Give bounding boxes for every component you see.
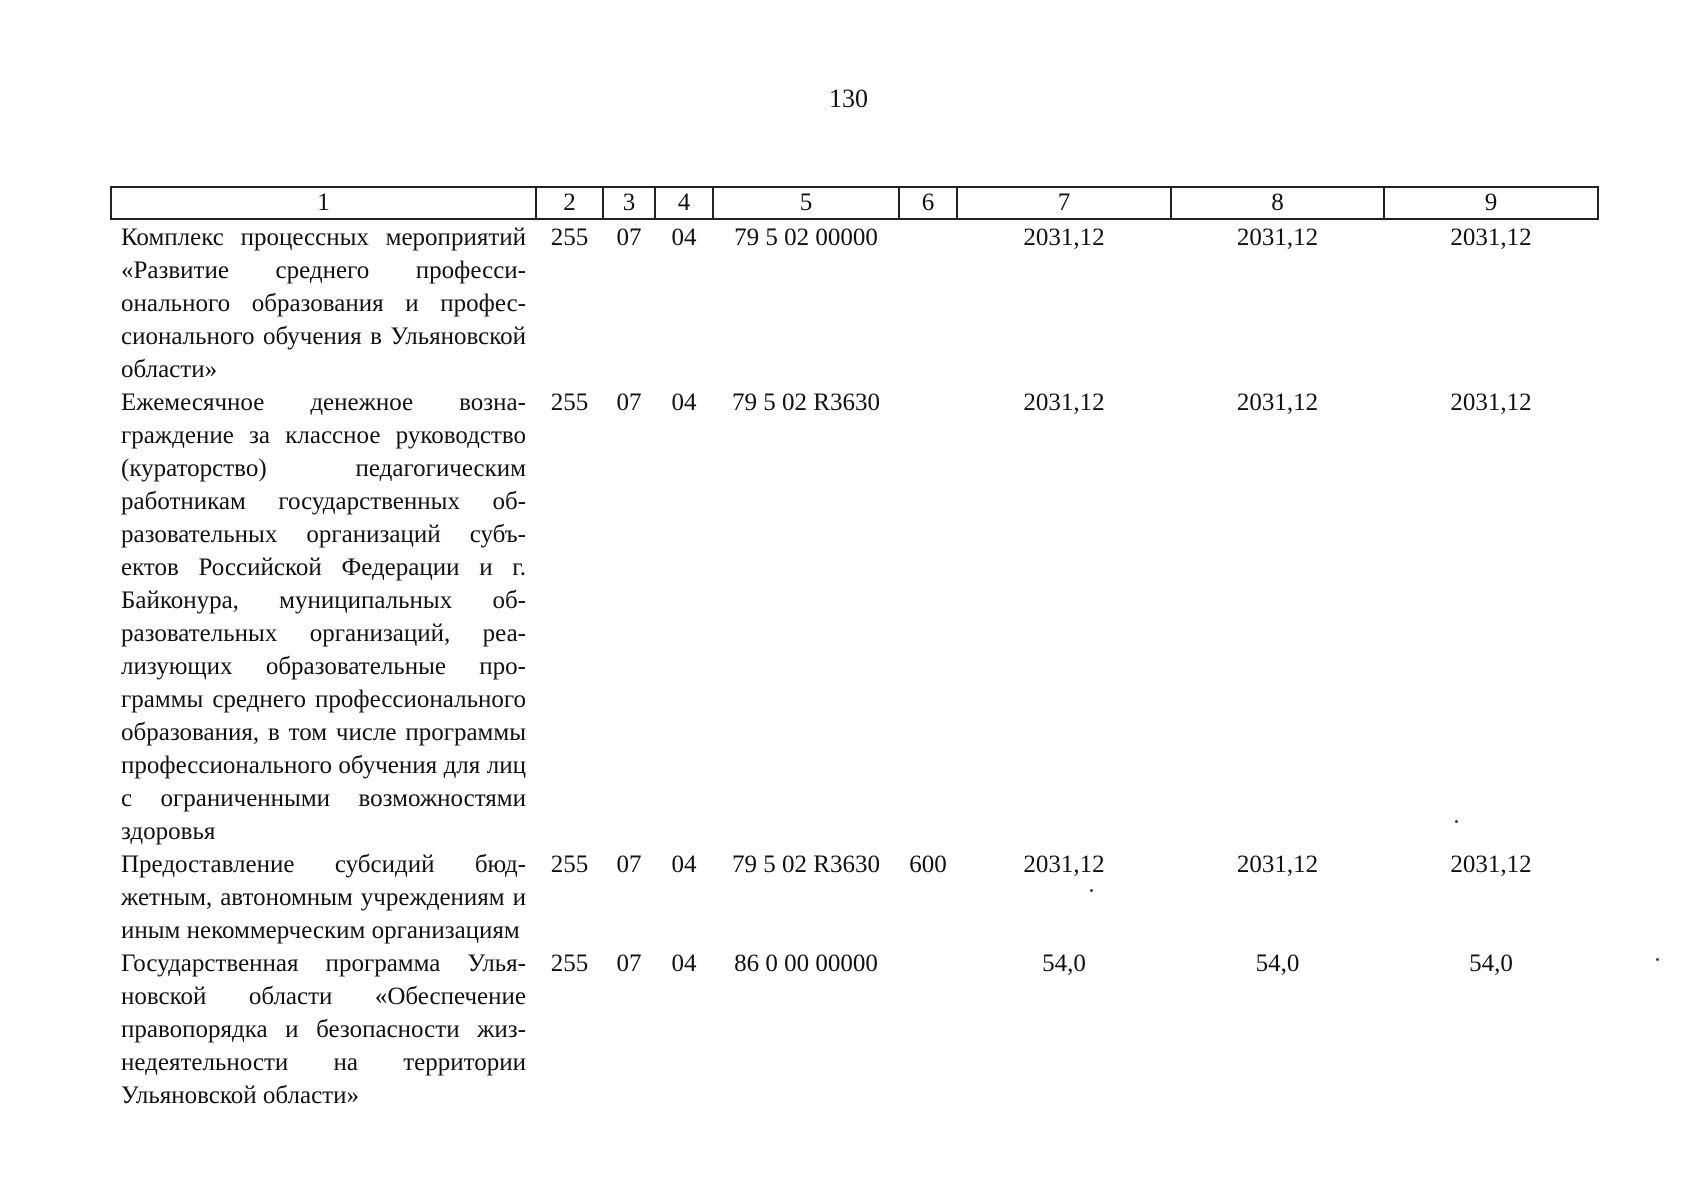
table-row: [111, 947, 1598, 1112]
cell-subsection-code: 04: [671, 851, 697, 878]
budget-table: [110, 186, 1599, 1112]
column-header-5: 5: [713, 187, 899, 219]
column-header-8: 8: [1171, 187, 1384, 219]
cell-subsection-code: 04: [671, 389, 697, 416]
cell-amount-col8: 2031,12: [1236, 389, 1319, 416]
cell-expense-type: [899, 219, 957, 386]
cell-amount-col9: 2031,12: [1450, 851, 1532, 878]
table-row: [111, 219, 1598, 386]
table-row: [111, 386, 1598, 848]
cell-target-article: 86 0 00 00000: [734, 950, 878, 977]
cell-ministry-code: 255: [550, 389, 589, 416]
cell-ministry-code: 255: [550, 950, 589, 977]
scan-speck: [1656, 958, 1659, 961]
column-header-4: 4: [655, 187, 713, 219]
cell-expense-type: [899, 947, 957, 1112]
cell-expense-type: [899, 386, 957, 848]
cell-amount-col9: 2031,12: [1450, 389, 1532, 416]
table-row: [111, 848, 1598, 947]
cell-amount-col9: 2031,12: [1450, 224, 1532, 251]
cell-amount-col8: 54,0: [1255, 950, 1300, 977]
cell-ministry-code: 255: [550, 224, 589, 251]
scan-speck: [1455, 820, 1458, 823]
cell-section-code: 07: [616, 851, 642, 878]
column-header-9: 9: [1384, 187, 1598, 219]
row-name: Предоставление субсидий бюджетным, автономным учреждениям и иным некоммерческим организациям: [121, 851, 526, 944]
cell-amount-col8: 2031,12: [1236, 851, 1319, 878]
column-header-1: 1: [111, 187, 536, 219]
cell-target-article: 79 5 02 R3630: [732, 851, 880, 878]
cell-amount-col7: 54,0: [1042, 950, 1086, 977]
cell-amount-col7: 2031,12: [1023, 224, 1105, 251]
cell-subsection-code: 04: [671, 950, 697, 977]
cell-section-code: 07: [616, 389, 642, 416]
row-name: Комплекс процессных мероприятий «Развитие среднего профессионального образования и профессионального обучения в Ульяновской области»: [121, 224, 526, 383]
column-header-3: 3: [603, 187, 655, 219]
column-header-6: 6: [899, 187, 957, 219]
header-row: [111, 187, 1598, 219]
cell-subsection-code: 04: [671, 224, 697, 251]
cell-amount-col7: 2031,12: [1023, 851, 1105, 878]
cell-ministry-code: 255: [550, 851, 589, 878]
cell-section-code: 07: [616, 224, 642, 251]
cell-section-code: 07: [616, 950, 642, 977]
cell-expense-type: 600: [909, 851, 947, 878]
cell-amount-col9: 54,0: [1469, 950, 1513, 977]
cell-amount-col8: 2031,12: [1236, 224, 1319, 251]
row-name: Ежемесячное денежное вознаграждение за классное руководство (кураторство) педагогическим работникам государственных образовательных организаций субъектов Российской Федерации и г. Байконура, муниципальных образовательных организаций, реализующих образовательные программы среднего профессионального образования, в том числе программы профессионального обучения для лиц с ограниченными возможностями здоровья: [121, 389, 526, 845]
page-number: 130: [829, 84, 868, 113]
scan-speck: [1090, 889, 1093, 892]
cell-target-article: 79 5 02 R3630: [732, 389, 880, 416]
row-name: Государственная программа Ульяновской области «Обеспечение правопорядка и безопасности жизнедеятельности на территории Ульяновской области»: [121, 950, 526, 1109]
cell-amount-col7: 2031,12: [1023, 389, 1105, 416]
column-header-2: 2: [536, 187, 603, 219]
cell-target-article: 79 5 02 00000: [734, 224, 878, 251]
column-header-7: 7: [957, 187, 1171, 219]
